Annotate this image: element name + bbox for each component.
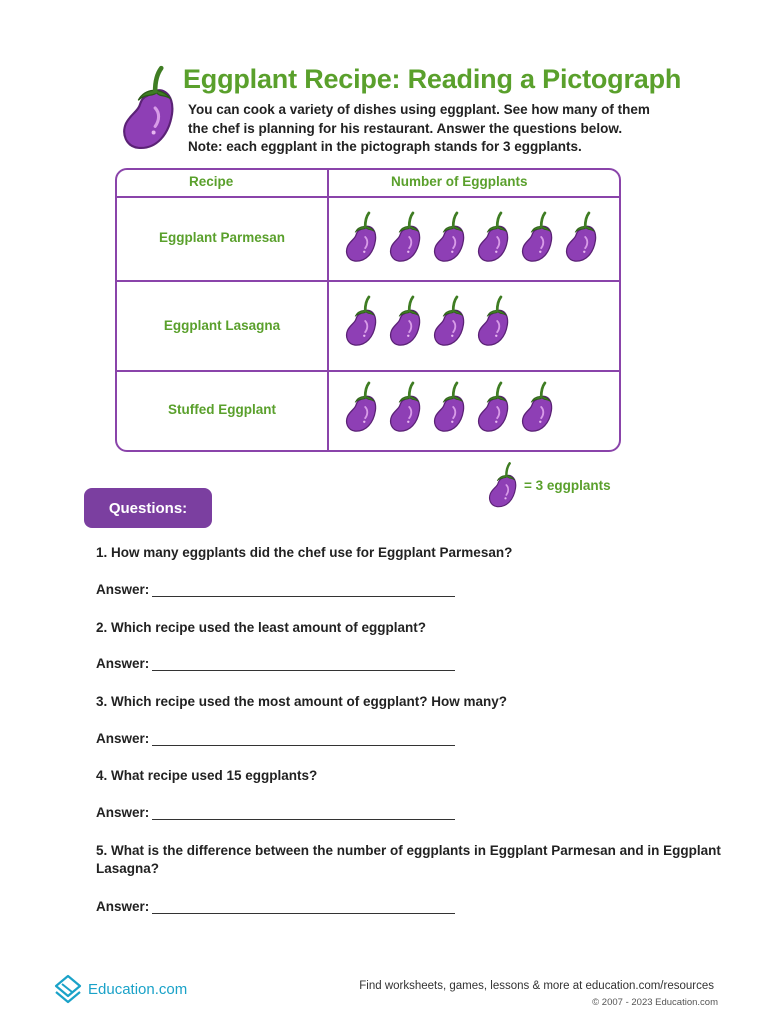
eggplant-icon	[343, 208, 380, 266]
eggplant-icon	[519, 378, 556, 436]
row-divider	[117, 370, 619, 372]
header-number-of-eggplants: Number of Eggplants	[391, 174, 528, 189]
header-divider	[117, 196, 619, 198]
eggplant-icon	[475, 292, 512, 350]
question-4: 4. What recipe used 15 eggplants?	[96, 768, 318, 783]
icon-row-stuffed-eggplant	[343, 378, 556, 436]
intro-line-2: the chef is planning for his restaurant. Answer the questions below.	[188, 120, 623, 136]
row-divider	[117, 280, 619, 282]
header-recipe: Recipe	[189, 174, 234, 189]
answer-label: Answer:	[96, 656, 150, 671]
education-logo[interactable]	[52, 972, 187, 1006]
row-label-eggplant-lasagna: Eggplant Lasagna	[163, 318, 281, 333]
icon-row-eggplant-parmesan	[343, 208, 600, 266]
answer-line-5[interactable]	[96, 899, 455, 914]
worksheet-title: Eggplant Recipe: Reading a Pictograph	[183, 64, 682, 94]
eggplant-illustration-icon	[118, 62, 180, 154]
answer-blank[interactable]	[152, 582, 455, 597]
eggplant-icon	[431, 208, 468, 266]
pictograph-table	[115, 168, 621, 452]
eggplant-icon	[343, 292, 380, 350]
eggplant-icon	[387, 208, 424, 266]
eggplant-icon	[387, 378, 424, 436]
intro-line-1: You can cook a variety of dishes using eggplant. See how many of them	[188, 102, 650, 117]
column-divider	[327, 170, 329, 450]
footer-copyright: © 2007 - 2023 Education.com	[592, 997, 718, 1008]
answer-line-2[interactable]	[96, 656, 455, 671]
answer-blank[interactable]	[152, 899, 455, 914]
answer-label: Answer:	[96, 582, 150, 597]
eggplant-icon	[343, 378, 380, 436]
answer-line-4[interactable]	[96, 805, 455, 820]
answer-blank[interactable]	[152, 805, 455, 820]
pictograph-key	[486, 460, 611, 510]
question-2: 2. Which recipe used the least amount of eggplant?	[96, 620, 427, 635]
answer-line-3[interactable]	[96, 731, 455, 746]
key-label: = 3 eggplants	[524, 477, 611, 493]
question-1: 1. How many eggplants did the chef use for Eggplant Parmesan?	[96, 545, 513, 560]
eggplant-icon	[563, 208, 600, 266]
key-eggplant-icon	[486, 460, 520, 510]
answer-line-1[interactable]	[96, 582, 455, 597]
eggplant-icon	[431, 378, 468, 436]
intro-line-3: Note: each eggplant in the pictograph stands for 3 eggplants.	[188, 139, 582, 154]
intro-text	[188, 101, 650, 157]
eggplant-icon	[431, 292, 468, 350]
row-label-stuffed-eggplant: Stuffed Eggplant	[168, 402, 276, 417]
question-3: 3. Which recipe used the most amount of eggplant? How many?	[96, 694, 508, 709]
answer-label: Answer:	[96, 899, 150, 914]
footer-tagline[interactable]: Find worksheets, games, lessons & more at education.com/resources	[359, 980, 714, 992]
questions-badge: Questions:	[84, 488, 212, 528]
eggplant-icon	[387, 292, 424, 350]
pencil-book-icon	[52, 972, 84, 1006]
question-5: 5. What is the difference between the number of eggplants in Eggplant Parmesan and in Eggplant Lasagna?	[96, 843, 721, 876]
answer-blank[interactable]	[152, 656, 455, 671]
answer-label: Answer:	[96, 731, 150, 746]
icon-row-eggplant-lasagna	[343, 292, 512, 350]
row-label-eggplant-parmesan: Eggplant Parmesan	[158, 230, 286, 245]
eggplant-icon	[519, 208, 556, 266]
answer-label: Answer:	[96, 805, 150, 820]
answer-blank[interactable]	[152, 731, 455, 746]
logo-text: Education.com	[88, 980, 188, 998]
eggplant-icon	[475, 378, 512, 436]
eggplant-icon	[475, 208, 512, 266]
